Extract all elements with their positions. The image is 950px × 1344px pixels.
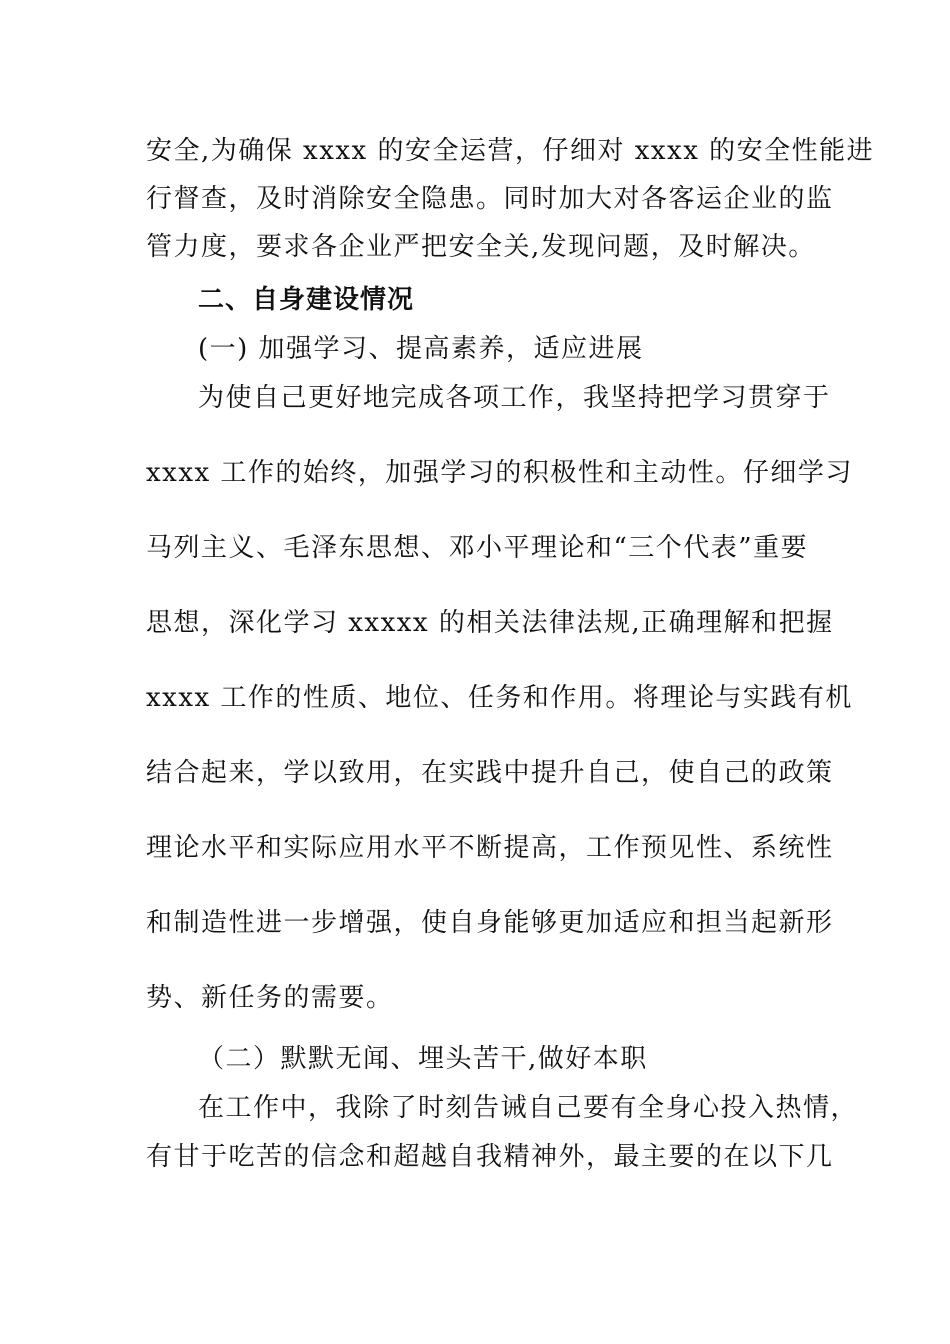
subheading: (一) 加强学习、提高素养，适应进展 (198, 334, 644, 364)
body-text-line: 行督查，及时消除安全隐患。同时加大对各客运企业的监 (146, 184, 834, 214)
subheading: （二）默默无闻、埋头苦干,做好本职 (198, 1044, 648, 1074)
body-text-line: 结合起来，学以致用，在实践中提升自己，使自己的政策 (146, 758, 834, 788)
body-text-line: 马列主义、毛泽东思想、邓小平理论和“三个代表”重要 (146, 533, 809, 563)
body-text-line: 思想，深化学习 xxxxx 的相关法律法规,正确理解和把握 (146, 608, 834, 638)
body-text-line: 安全,为确保 xxxx 的安全运营，仔细对 xxxx 的安全性能进 (146, 136, 875, 166)
section-heading: 二、自身建设情况 (198, 285, 415, 315)
body-text-line: 有甘于吃苦的信念和超越自我精神外，最主要的在以下几 (146, 1142, 834, 1172)
body-text-line: 势、新任务的需要。 (146, 983, 394, 1013)
body-text-line: xxxx 工作的性质、地位、任务和作用。将理论与实践有机 (146, 683, 853, 713)
body-text-line: 在工作中，我除了时刻告诫自己要有全身心投入热情， (198, 1093, 859, 1123)
body-text-line: 和制造性进一步增强，使自身能够更加适应和担当起新形 (146, 908, 834, 938)
body-text-line: 理论水平和实际应用水平不断提高，工作预见性、系统性 (146, 833, 834, 863)
body-text-line: 为使自己更好地完成各项工作，我坚持把学习贯穿于 (198, 383, 831, 413)
body-text-line: xxxx 工作的始终，加强学习的积极性和主动性。仔细学习 (146, 458, 853, 488)
body-text-line: 管力度，要求各企业严把安全关,发现问题，及时解决。 (146, 232, 816, 262)
